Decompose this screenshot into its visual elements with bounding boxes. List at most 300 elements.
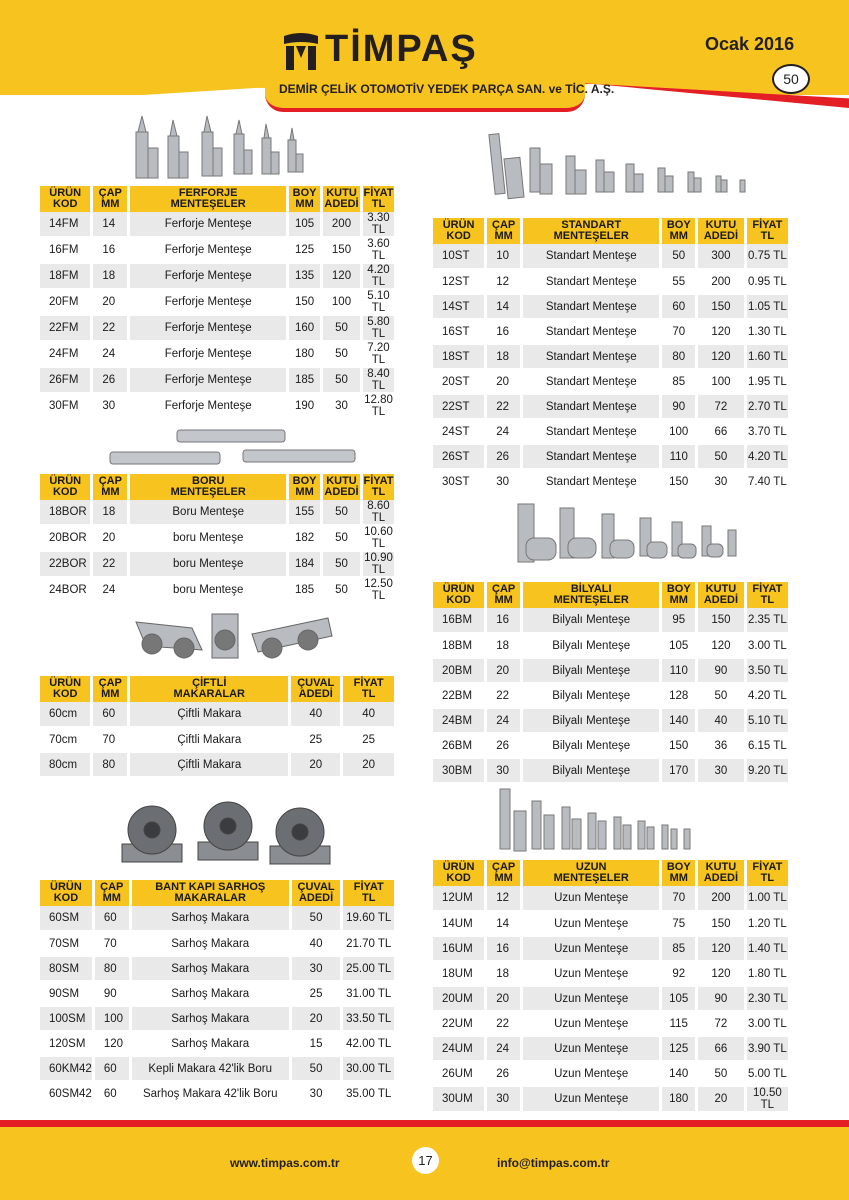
table-cell: 50	[697, 1061, 746, 1086]
table-cell: 14	[486, 911, 522, 936]
table-cell: 12.80 TL	[361, 393, 395, 419]
table-row	[433, 886, 790, 911]
table-cell: 6.15 TL	[745, 733, 789, 758]
table-cell: boru Menteşe	[129, 577, 288, 603]
table-cell: 125	[661, 1036, 697, 1061]
table-cell: 25	[290, 727, 342, 752]
table-row	[433, 1086, 790, 1112]
table-cell: 12UM	[433, 886, 486, 911]
table-cell: 30	[290, 956, 342, 981]
table-cell: 70	[661, 319, 697, 344]
column-header: FİYAT TL	[361, 186, 395, 212]
table-cell: 185	[288, 577, 322, 603]
table-cell: 5.80 TL	[361, 315, 395, 341]
table-cell: 22BM	[433, 683, 486, 708]
table-row	[40, 906, 396, 931]
table-cell: 90	[697, 986, 746, 1011]
column-header: ÜRÜN KOD	[433, 582, 486, 608]
table-cell: Standart Menteşe	[522, 469, 661, 494]
table-cell: 16	[486, 936, 522, 961]
table-cell: 0.75 TL	[745, 244, 789, 269]
table-cell: 7.40 TL	[745, 469, 789, 494]
table-row	[433, 633, 790, 658]
column-header: FERFORJE MENTEŞELER	[129, 186, 288, 212]
table-cell: Standart Menteşe	[522, 344, 661, 369]
table-cell: 30UM	[433, 1086, 486, 1112]
table-cell: 18	[486, 961, 522, 986]
table-cell: 150	[697, 294, 746, 319]
table-cell: 20UM	[433, 986, 486, 1011]
table-cell: 20	[342, 752, 396, 777]
table-row	[40, 1006, 396, 1031]
table-cell: 25	[290, 981, 342, 1006]
table-cell: 80SM	[40, 956, 93, 981]
table-cell: Sarhoş Makara	[130, 1006, 290, 1031]
table-cell: 14FM	[40, 212, 92, 237]
sarhos-pulleys-image	[112, 800, 337, 870]
column-header: BOY MM	[288, 474, 322, 500]
column-header: ÇAP MM	[486, 582, 522, 608]
table-cell: 150	[322, 237, 362, 263]
column-header: FİYAT TL	[745, 218, 789, 244]
table-cell: 70	[661, 886, 697, 911]
table-cell: 22	[486, 683, 522, 708]
table-row	[40, 500, 396, 525]
table-cell: 10.90 TL	[361, 551, 395, 577]
table-cell: 1.80 TL	[745, 961, 789, 986]
ferforje-hinges-image	[130, 112, 330, 182]
table-cell: 20	[290, 1006, 342, 1031]
table-header-row	[40, 880, 396, 906]
boru-table	[40, 474, 397, 604]
table-cell: 14ST	[433, 294, 486, 319]
column-header: ÜRÜN KOD	[40, 474, 92, 500]
table-cell: 26UM	[433, 1061, 486, 1086]
table-cell: 90	[661, 394, 697, 419]
table-cell: 24BM	[433, 708, 486, 733]
table-cell: 120	[697, 344, 746, 369]
table-cell: 200	[697, 886, 746, 911]
table-cell: 12.50 TL	[361, 577, 395, 603]
column-header: FİYAT TL	[342, 676, 396, 702]
table-row	[433, 269, 790, 294]
table-cell: 18	[92, 500, 129, 525]
table-cell: 1.05 TL	[745, 294, 789, 319]
table-cell: Sarhoş Makara	[130, 981, 290, 1006]
table-cell: 24	[92, 341, 129, 367]
table-row	[40, 237, 396, 263]
table-cell: 70cm	[40, 727, 92, 752]
table-cell: 22FM	[40, 315, 92, 341]
bilyali-table	[433, 582, 791, 784]
table-cell: 30	[92, 393, 129, 419]
table-cell: 30ST	[433, 469, 486, 494]
table-cell: Ferforje Menteşe	[129, 315, 288, 341]
table-cell: 10.50 TL	[745, 1086, 789, 1112]
table-cell: Ferforje Menteşe	[129, 212, 288, 237]
table-cell: Bilyalı Menteşe	[522, 658, 661, 683]
table-cell: 26	[92, 367, 129, 393]
table-cell: Uzun Menteşe	[522, 1061, 661, 1086]
table-cell: 200	[697, 269, 746, 294]
table-cell: 70SM	[40, 931, 93, 956]
table-cell: 16	[486, 319, 522, 344]
table-cell: 50	[322, 525, 362, 551]
standart-hinges-image	[488, 128, 758, 203]
table-cell: 30	[486, 758, 522, 783]
table-cell: Ferforje Menteşe	[129, 341, 288, 367]
table-cell: 3.00 TL	[745, 1011, 789, 1036]
table-cell: Çiftli Makara	[129, 702, 290, 727]
table-cell: 24FM	[40, 341, 92, 367]
table-cell: 185	[288, 367, 322, 393]
table-row	[433, 1011, 790, 1036]
table-cell: 20ST	[433, 369, 486, 394]
table-cell: 60cm	[40, 702, 92, 727]
table-cell: 4.20 TL	[745, 683, 789, 708]
table-row	[433, 961, 790, 986]
table-cell: Sarhoş Makara	[130, 956, 290, 981]
table-cell: 35.00 TL	[342, 1081, 396, 1106]
table-cell: 30	[486, 469, 522, 494]
table-cell: 135	[288, 263, 322, 289]
table-cell: 155	[288, 500, 322, 525]
table-cell: 24	[92, 577, 129, 603]
table-row	[433, 394, 790, 419]
table-cell: Uzun Menteşe	[522, 986, 661, 1011]
ferforje-table	[40, 186, 397, 420]
table-cell: 115	[661, 1011, 697, 1036]
table-cell: 1.40 TL	[745, 936, 789, 961]
boru-hinges-image	[105, 428, 360, 468]
table-cell: 18UM	[433, 961, 486, 986]
table-cell: 20FM	[40, 289, 92, 315]
table-cell: 3.60 TL	[361, 237, 395, 263]
table-cell: Bilyalı Menteşe	[522, 708, 661, 733]
table-cell: 80	[93, 956, 130, 981]
table-cell: 7.20 TL	[361, 341, 395, 367]
table-cell: 120	[93, 1031, 130, 1056]
table-cell: 110	[661, 658, 697, 683]
table-cell: 300	[697, 244, 746, 269]
table-cell: 40	[697, 708, 746, 733]
timpas-logo-icon	[282, 32, 320, 72]
table-cell: boru Menteşe	[129, 551, 288, 577]
table-cell: 12	[486, 269, 522, 294]
table-cell: 30.00 TL	[342, 1056, 396, 1081]
brand-subtitle: DEMİR ÇELİK OTOMOTİV YEDEK PARÇA SAN. ve TİC. A.Ş.	[279, 82, 615, 96]
table-cell: 50	[322, 367, 362, 393]
table-cell: 16FM	[40, 237, 92, 263]
table-cell: 120	[322, 263, 362, 289]
table-cell: Bilyalı Menteşe	[522, 758, 661, 783]
table-cell: 60	[661, 294, 697, 319]
table-cell: 30BM	[433, 758, 486, 783]
table-cell: Çiftli Makara	[129, 752, 290, 777]
table-cell: Standart Menteşe	[522, 394, 661, 419]
table-row	[433, 608, 790, 633]
table-cell: 60	[93, 906, 130, 931]
table-cell: 26	[486, 1061, 522, 1086]
table-cell: Uzun Menteşe	[522, 1086, 661, 1112]
table-cell: 0.95 TL	[745, 269, 789, 294]
table-header-row	[40, 186, 396, 212]
table-cell: 20	[486, 986, 522, 1011]
table-cell: 2.70 TL	[745, 394, 789, 419]
table-cell: 20	[290, 752, 342, 777]
table-cell: 55	[661, 269, 697, 294]
column-header: ÇAP MM	[93, 880, 130, 906]
table-row	[40, 393, 396, 419]
table-cell: Uzun Menteşe	[522, 1036, 661, 1061]
brand-name: TİMPAŞ	[325, 28, 478, 70]
table-header-row	[433, 860, 790, 886]
table-cell: 140	[661, 708, 697, 733]
table-cell: 30	[486, 1086, 522, 1112]
column-header: FİYAT TL	[361, 474, 395, 500]
table-cell: 90	[697, 658, 746, 683]
table-cell: 150	[661, 469, 697, 494]
table-cell: Standart Menteşe	[522, 319, 661, 344]
table-row	[40, 525, 396, 551]
table-cell: 66	[697, 419, 746, 444]
table-cell: 105	[661, 986, 697, 1011]
table-cell: 30	[697, 469, 746, 494]
table-cell: 30	[290, 1081, 342, 1106]
table-cell: 3.50 TL	[745, 658, 789, 683]
table-cell: 24	[486, 419, 522, 444]
table-cell: 100SM	[40, 1006, 93, 1031]
table-cell: 200	[322, 212, 362, 237]
table-cell: 14	[486, 294, 522, 319]
column-header: KUTU ADEDİ	[322, 186, 362, 212]
table-row	[433, 911, 790, 936]
table-cell: 60	[92, 702, 129, 727]
table-row	[40, 1056, 396, 1081]
table-cell: 1.60 TL	[745, 344, 789, 369]
table-row	[433, 419, 790, 444]
table-cell: 10.60 TL	[361, 525, 395, 551]
table-cell: 8.60 TL	[361, 500, 395, 525]
table-cell: 5.10 TL	[361, 289, 395, 315]
table-cell: Bilyalı Menteşe	[522, 733, 661, 758]
column-header: BİLYALI MENTEŞELER	[522, 582, 661, 608]
footer-website-link[interactable]: www.timpas.com.tr	[230, 1156, 340, 1170]
table-cell: 15	[290, 1031, 342, 1056]
table-cell: Bilyalı Menteşe	[522, 633, 661, 658]
table-cell: 95	[661, 608, 697, 633]
table-cell: 2.30 TL	[745, 986, 789, 1011]
table-cell: 20BM	[433, 658, 486, 683]
table-row	[433, 658, 790, 683]
table-cell: 26	[486, 733, 522, 758]
table-cell: 120	[697, 319, 746, 344]
table-cell: 40	[342, 702, 396, 727]
table-cell: 184	[288, 551, 322, 577]
ciftli-table	[40, 676, 397, 778]
table-cell: 50	[322, 315, 362, 341]
column-header: FİYAT TL	[342, 880, 396, 906]
table-cell: 18	[486, 344, 522, 369]
table-cell: 20BOR	[40, 525, 92, 551]
table-row	[40, 1081, 396, 1106]
table-row	[40, 981, 396, 1006]
table-row	[40, 1031, 396, 1056]
table-cell: 85	[661, 936, 697, 961]
table-cell: 18FM	[40, 263, 92, 289]
table-cell: 20	[92, 289, 129, 315]
table-cell: 50	[322, 551, 362, 577]
table-cell: 100	[661, 419, 697, 444]
table-cell: 16BM	[433, 608, 486, 633]
bilyali-hinges-image	[512, 500, 752, 570]
table-header-row	[40, 474, 396, 500]
column-header: KUTU ADEDİ	[322, 474, 362, 500]
table-row	[40, 752, 396, 777]
table-cell: 150	[697, 911, 746, 936]
table-cell: 128	[661, 683, 697, 708]
table-row	[433, 469, 790, 494]
table-cell: Sarhoş Makara	[130, 1031, 290, 1056]
table-cell: 5.00 TL	[745, 1061, 789, 1086]
uzun-hinges-image	[496, 785, 711, 857]
table-cell: 125	[288, 237, 322, 263]
column-header: FİYAT TL	[745, 860, 789, 886]
table-cell: 22	[92, 551, 129, 577]
table-cell: 20	[486, 658, 522, 683]
footer-email-link[interactable]: info@timpas.com.tr	[497, 1156, 610, 1170]
table-row	[433, 244, 790, 269]
table-cell: 66	[697, 1036, 746, 1061]
table-cell: 16UM	[433, 936, 486, 961]
table-row	[40, 367, 396, 393]
column-header: ÜRÜN KOD	[433, 860, 486, 886]
table-cell: 3.00 TL	[745, 633, 789, 658]
table-cell: 70	[92, 727, 129, 752]
table-cell: Bilyalı Menteşe	[522, 683, 661, 708]
table-cell: 180	[661, 1086, 697, 1112]
table-cell: Uzun Menteşe	[522, 961, 661, 986]
table-cell: 50	[697, 444, 746, 469]
table-row	[433, 986, 790, 1011]
column-header: KUTU ADEDİ	[697, 582, 746, 608]
table-cell: 50	[290, 906, 342, 931]
column-header: BOY MM	[661, 582, 697, 608]
table-row	[40, 702, 396, 727]
table-cell: 182	[288, 525, 322, 551]
table-row	[40, 315, 396, 341]
table-cell: 42.00 TL	[342, 1031, 396, 1056]
column-header: ÜRÜN KOD	[40, 186, 92, 212]
table-cell: 9.20 TL	[745, 758, 789, 783]
column-header: ÇAP MM	[92, 676, 129, 702]
page-number: 17	[412, 1147, 439, 1174]
table-row	[433, 294, 790, 319]
table-cell: 92	[661, 961, 697, 986]
table-header-row	[40, 676, 396, 702]
table-cell: Çiftli Makara	[129, 727, 290, 752]
table-cell: 160	[288, 315, 322, 341]
table-row	[40, 727, 396, 752]
table-cell: 50	[322, 500, 362, 525]
column-header: KUTU ADEDİ	[697, 860, 746, 886]
table-cell: 50	[290, 1056, 342, 1081]
column-header: ÇAP MM	[92, 474, 129, 500]
table-cell: Standart Menteşe	[522, 294, 661, 319]
table-cell: 22	[92, 315, 129, 341]
column-header: ÇİFTLİ MAKARALAR	[129, 676, 290, 702]
table-cell: 3.30 TL	[361, 212, 395, 237]
table-cell: 33.50 TL	[342, 1006, 396, 1031]
table-cell: 5.10 TL	[745, 708, 789, 733]
table-cell: 18ST	[433, 344, 486, 369]
footer-red-stripe	[0, 1120, 849, 1127]
table-cell: Uzun Menteşe	[522, 886, 661, 911]
column-header: BOY MM	[661, 860, 697, 886]
table-cell: 12ST	[433, 269, 486, 294]
table-cell: 100	[93, 1006, 130, 1031]
column-header: UZUN MENTEŞELER	[522, 860, 661, 886]
table-row	[433, 683, 790, 708]
table-cell: 72	[697, 394, 746, 419]
table-cell: 25.00 TL	[342, 956, 396, 981]
table-cell: 120	[697, 936, 746, 961]
table-cell: 60KM42	[40, 1056, 93, 1081]
ciftli-pulleys-image	[132, 610, 337, 665]
table-cell: 2.35 TL	[745, 608, 789, 633]
table-cell: 1.20 TL	[745, 911, 789, 936]
table-cell: 60	[93, 1056, 130, 1081]
table-cell: 22	[486, 1011, 522, 1036]
table-cell: 10ST	[433, 244, 486, 269]
table-cell: Sarhoş Makara	[130, 931, 290, 956]
table-cell: 18BM	[433, 633, 486, 658]
table-cell: 22UM	[433, 1011, 486, 1036]
table-cell: Uzun Menteşe	[522, 911, 661, 936]
table-cell: Standart Menteşe	[522, 269, 661, 294]
table-cell: 190	[288, 393, 322, 419]
column-header: ÜRÜN KOD	[433, 218, 486, 244]
column-header: BORU MENTEŞELER	[129, 474, 288, 500]
table-row	[433, 733, 790, 758]
table-cell: 25	[342, 727, 396, 752]
table-cell: 16ST	[433, 319, 486, 344]
table-cell: Boru Menteşe	[129, 500, 288, 525]
table-cell: 22ST	[433, 394, 486, 419]
table-row	[433, 444, 790, 469]
table-cell: 72	[697, 1011, 746, 1036]
table-cell: 90SM	[40, 981, 93, 1006]
table-row	[40, 551, 396, 577]
table-cell: Ferforje Menteşe	[129, 367, 288, 393]
table-cell: 26BM	[433, 733, 486, 758]
standart-table	[433, 218, 791, 495]
table-cell: Ferforje Menteşe	[129, 289, 288, 315]
table-cell: Ferforje Menteşe	[129, 263, 288, 289]
table-cell: 21.70 TL	[342, 931, 396, 956]
column-header: KUTU ADEDİ	[697, 218, 746, 244]
table-cell: 110	[661, 444, 697, 469]
table-cell: Uzun Menteşe	[522, 936, 661, 961]
table-cell: 120	[697, 961, 746, 986]
table-cell: 26FM	[40, 367, 92, 393]
table-cell: 75	[661, 911, 697, 936]
table-cell: 90	[93, 981, 130, 1006]
catalog-badge: 50	[772, 64, 810, 94]
table-cell: 22	[486, 394, 522, 419]
table-cell: 150	[288, 289, 322, 315]
table-cell: 24UM	[433, 1036, 486, 1061]
